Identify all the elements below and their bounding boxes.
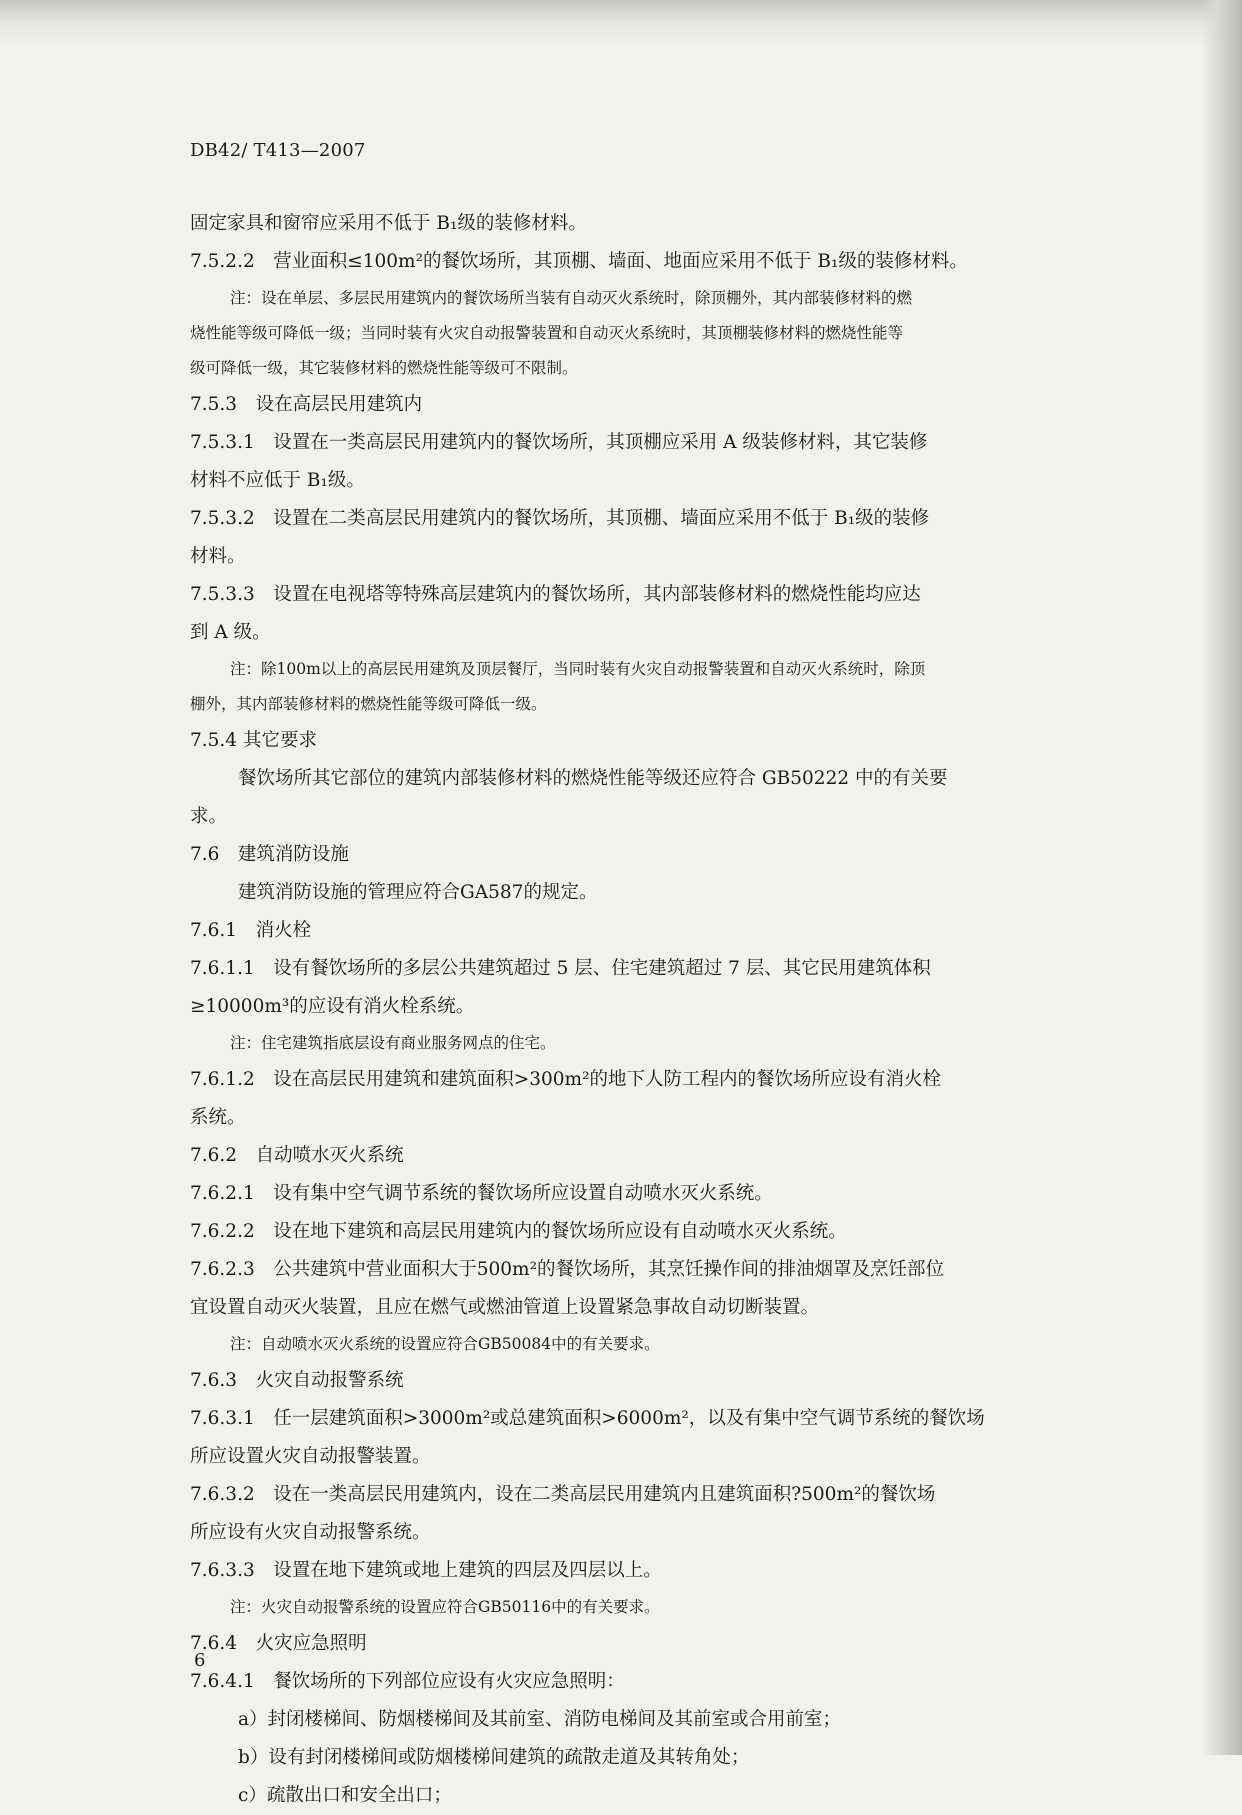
- note-line: 注：除100m以上的高层民用建筑及顶层餐厅，当同时装有火灾自动报警装置和自动灭火系统时，除顶: [230, 660, 926, 678]
- page-number: 6: [194, 1650, 206, 1671]
- document-page: [190, 140, 1070, 1815]
- text-line: 7.6.4.1 餐饮场所的下列部位应设有火灾应急照明：: [190, 1671, 625, 1692]
- note-line: 注：自动喷水灭火系统的设置应符合GB50084中的有关要求。: [230, 1335, 660, 1353]
- text-line: 7.6.2.3 公共建筑中营业面积大于500m²的餐饮场所，其烹饪操作间的排油烟罩及烹饪部位: [190, 1259, 944, 1280]
- text-line: 到 A 级。: [190, 622, 271, 643]
- text-line: 系统。: [190, 1107, 246, 1128]
- text-line: 材料。: [190, 546, 246, 567]
- text-line: 7.6.3 火灾自动报警系统: [190, 1370, 404, 1391]
- text-line: 7.6.1.2 设在高层民用建筑和建筑面积>300m²的地下人防工程内的餐饮场所应设有消火栓: [190, 1069, 941, 1090]
- text-line: 7.6.3.2 设在一类高层民用建筑内，设在二类高层民用建筑内且建筑面积?500m²的餐饮场: [190, 1484, 936, 1505]
- text-line: 7.5.2.2 营业面积≤100m²的餐饮场所，其顶棚、墙面、地面应采用不低于 B₁级的装修材料。: [190, 251, 968, 272]
- note-line: 烧性能等级可降低一级；当同时装有火灾自动报警装置和自动灭火系统时，其顶棚装修材料的燃烧性能等: [190, 324, 904, 342]
- text-line: 7.6.2.2 设在地下建筑和高层民用建筑内的餐饮场所应设有自动喷水灭火系统。: [190, 1221, 847, 1242]
- document-code-header: DB42/ T413—2007: [190, 140, 366, 161]
- note-line: 注：火灾自动报警系统的设置应符合GB50116中的有关要求。: [230, 1598, 660, 1616]
- text-line: 餐饮场所其它部位的建筑内部装修材料的燃烧性能等级还应符合 GB50222 中的有关要: [238, 768, 948, 789]
- note-line: 棚外，其内部装修材料的燃烧性能等级可降低一级。: [190, 695, 547, 713]
- text-line: b）设有封闭楼梯间或防烟楼梯间建筑的疏散走道及其转角处；: [238, 1747, 750, 1768]
- text-line: 7.5.3.1 设置在一类高层民用建筑内的餐饮场所，其顶棚应采用 A 级装修材料，其它装修: [190, 432, 928, 453]
- text-line: 7.6.3.3 设置在地下建筑或地上建筑的四层及四层以上。: [190, 1560, 662, 1581]
- text-line: 材料不应低于 B₁级。: [190, 470, 365, 491]
- scan-shadow-top: [0, 0, 1242, 48]
- text-line: 建筑消防设施的管理应符合GA587的规定。: [238, 882, 598, 903]
- text-line: 7.5.3 设在高层民用建筑内: [190, 394, 423, 415]
- text-line: c）疏散出口和安全出口；: [238, 1785, 452, 1806]
- text-line: 7.6.1 消火栓: [190, 920, 312, 941]
- note-line: 注：住宅建筑指底层设有商业服务网点的住宅。: [230, 1034, 556, 1052]
- text-line: 7.6.4 火灾应急照明: [190, 1633, 367, 1654]
- text-line: 7.5.3.3 设置在电视塔等特殊高层建筑内的餐饮场所，其内部装修材料的燃烧性能均应达: [190, 584, 921, 605]
- scan-shadow-right: [1202, 0, 1242, 1755]
- text-line: a）封闭楼梯间、防烟楼梯间及其前室、消防电梯间及其前室或合用前室；: [238, 1709, 842, 1730]
- text-line: 7.6.1.1 设有餐饮场所的多层公共建筑超过 5 层、住宅建筑超过 7 层、其它民用建筑体积: [190, 958, 931, 979]
- text-line: 所应设置火灾自动报警装置。: [190, 1446, 431, 1467]
- note-line: 注：设在单层、多层民用建筑内的餐饮场所当装有自动灭火系统时，除顶棚外，其内部装修材料的燃: [230, 289, 913, 307]
- text-line: 7.6 建筑消防设施: [190, 844, 349, 865]
- text-line: 宜设置自动灭火装置，且应在燃气或燃油管道上设置紧急事故自动切断装置。: [190, 1297, 820, 1318]
- text-line: 固定家具和窗帘应采用不低于 B₁级的装修材料。: [190, 213, 587, 234]
- document-body: [190, 205, 1070, 1815]
- text-line: 7.6.3.1 任一层建筑面积>3000m²或总建筑面积>6000m²，以及有集中空气调节系统的餐饮场: [190, 1408, 985, 1429]
- text-line: 7.5.3.2 设置在二类高层民用建筑内的餐饮场所，其顶棚、墙面应采用不低于 B₁级的装修: [190, 508, 930, 529]
- text-line: 7.5.4 其它要求: [190, 730, 317, 751]
- text-line: 7.6.2 自动喷水灭火系统: [190, 1145, 404, 1166]
- note-line: 级可降低一级，其它装修材料的燃烧性能等级可不限制。: [190, 359, 578, 377]
- text-line: ≥10000m³的应设有消火栓系统。: [190, 996, 475, 1017]
- text-line: 7.6.2.1 设有集中空气调节系统的餐饮场所应设置自动喷水灭火系统。: [190, 1183, 773, 1204]
- text-line: 所应设有火灾自动报警系统。: [190, 1522, 431, 1543]
- text-line: 求。: [190, 806, 228, 827]
